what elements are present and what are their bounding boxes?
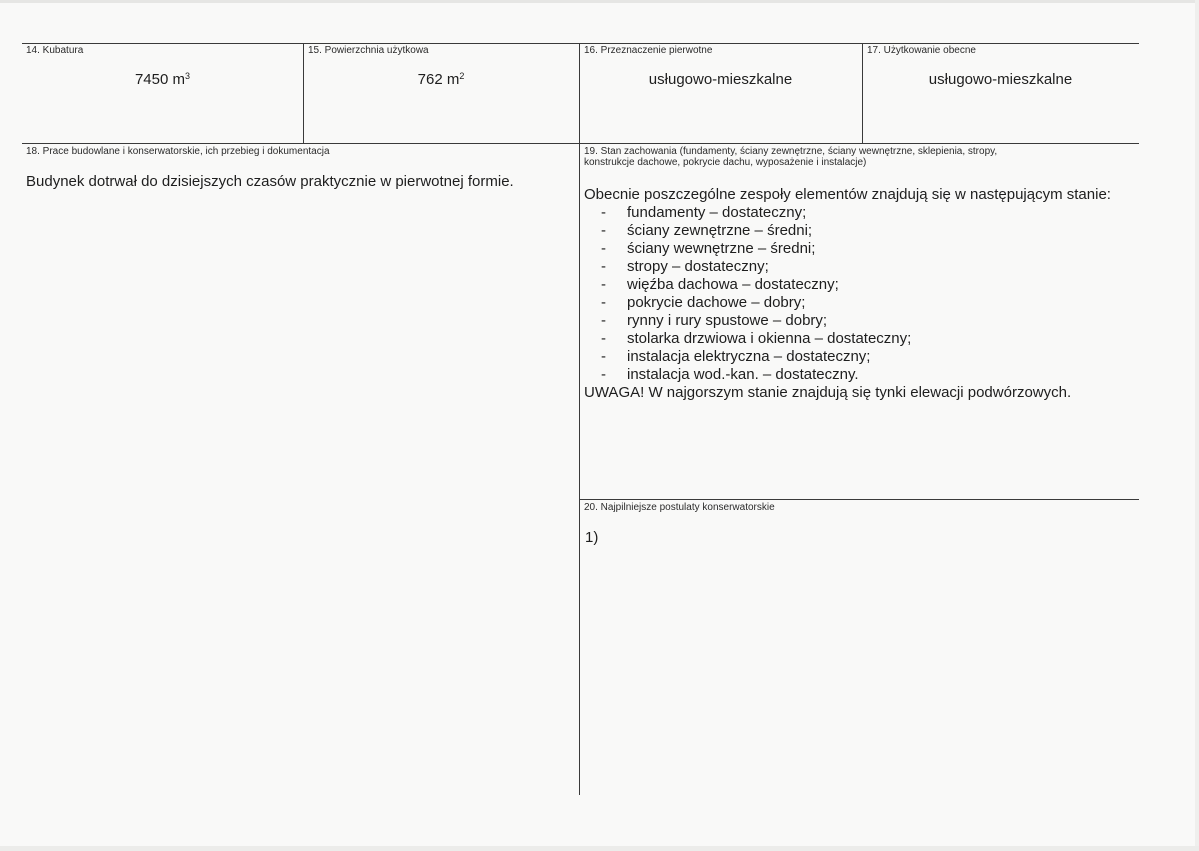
- field-17-label: 17. Użytkowanie obecne: [867, 45, 976, 56]
- field-20-label: 20. Najpilniejsze postulaty konserwatorskie: [584, 502, 775, 513]
- condition-list-item-text: stropy – dostateczny;: [627, 258, 769, 275]
- condition-list-item: [584, 204, 911, 222]
- field-18-label: 18. Prace budowlane i konserwatorskie, ich przebieg i dokumentacja: [26, 146, 330, 157]
- page-edge-right: [1195, 0, 1199, 851]
- page-edge-bottom: [0, 846, 1199, 851]
- field-19-label-line1: 19. Stan zachowania (fundamenty, ściany zewnętrzne, ściany wewnętrzne, sklepienia, stropy,: [584, 146, 998, 157]
- field-15-unit-exponent: 2: [459, 71, 465, 81]
- condition-list-item: [584, 366, 911, 384]
- field-19-note: UWAGA! W najgorszym stanie znajdują się tynki elewacji podwórzowych.: [584, 384, 1072, 401]
- condition-list-item: [584, 294, 911, 312]
- field-19-label-line2: konstrukcje dachowe, pokrycie dachu, wyposażenie i instalacje): [584, 157, 867, 168]
- field-16-label: 16. Przeznaczenie pierwotne: [584, 45, 713, 56]
- row1-bottom-border: [22, 143, 1139, 144]
- condition-list-item-text: pokrycie dachowe – dobry;: [627, 294, 806, 311]
- list-bullet-dash: -: [601, 276, 606, 293]
- condition-list-item-text: instalacja wod.-kan. – dostateczny.: [627, 366, 859, 383]
- list-bullet-dash: -: [601, 222, 606, 239]
- field-14-value-text: 7450 m: [134, 71, 186, 88]
- field-14-unit-exponent: 3: [185, 71, 191, 81]
- condition-list-item: [584, 276, 911, 294]
- condition-list-item-text: stolarka drzwiowa i okienna – dostateczny;: [627, 330, 912, 347]
- list-bullet-dash: -: [601, 312, 606, 329]
- section20-top-border: [579, 499, 1139, 500]
- field-20-text: 1): [585, 529, 599, 546]
- field-17-value: usługowo-mieszkalne: [928, 71, 1073, 88]
- condition-list-item: [584, 348, 911, 366]
- field-15-value: [303, 71, 579, 89]
- condition-list-item-text: instalacja elektryczna – dostateczny;: [627, 348, 871, 365]
- list-bullet-dash: -: [601, 366, 606, 383]
- condition-list-item: [584, 312, 911, 330]
- condition-list-item-text: rynny i rury spustowe – dobry;: [627, 312, 828, 329]
- condition-list-item: [584, 222, 911, 240]
- condition-list-item-text: ściany wewnętrzne – średni;: [627, 240, 816, 257]
- list-bullet-dash: -: [601, 348, 606, 365]
- divider-center: [579, 43, 580, 795]
- field-19-condition-list: [584, 204, 911, 384]
- condition-list-item: [584, 330, 911, 348]
- top-border: [22, 43, 1139, 44]
- field-15-value-text: 762 m: [417, 71, 460, 88]
- field-14-label: 14. Kubatura: [26, 45, 84, 56]
- list-bullet-dash: -: [601, 294, 606, 311]
- condition-list-item-text: fundamenty – dostateczny;: [627, 204, 807, 221]
- divider-14-15: [303, 43, 304, 144]
- list-bullet-dash: -: [601, 258, 606, 275]
- condition-list-item: [584, 258, 911, 276]
- list-bullet-dash: -: [601, 240, 606, 257]
- field-14-value: [22, 71, 303, 89]
- field-18-text: Budynek dotrwał do dzisiejszych czasów praktycznie w pierwotnej formie.: [26, 173, 514, 190]
- field-16-value: usługowo-mieszkalne: [648, 71, 793, 88]
- condition-list-item-text: ściany zewnętrzne – średni;: [627, 222, 813, 239]
- page-edge-top: [0, 0, 1199, 3]
- field-19-intro: Obecnie poszczególne zespoły elementów znajdują się w następującym stanie:: [584, 186, 1111, 203]
- field-15-label: 15. Powierzchnia użytkowa: [308, 45, 429, 56]
- list-bullet-dash: -: [601, 330, 606, 347]
- condition-list-item-text: więźba dachowa – dostateczny;: [627, 276, 839, 293]
- condition-list-item: [584, 240, 911, 258]
- divider-16-17: [862, 43, 863, 144]
- list-bullet-dash: -: [601, 204, 606, 221]
